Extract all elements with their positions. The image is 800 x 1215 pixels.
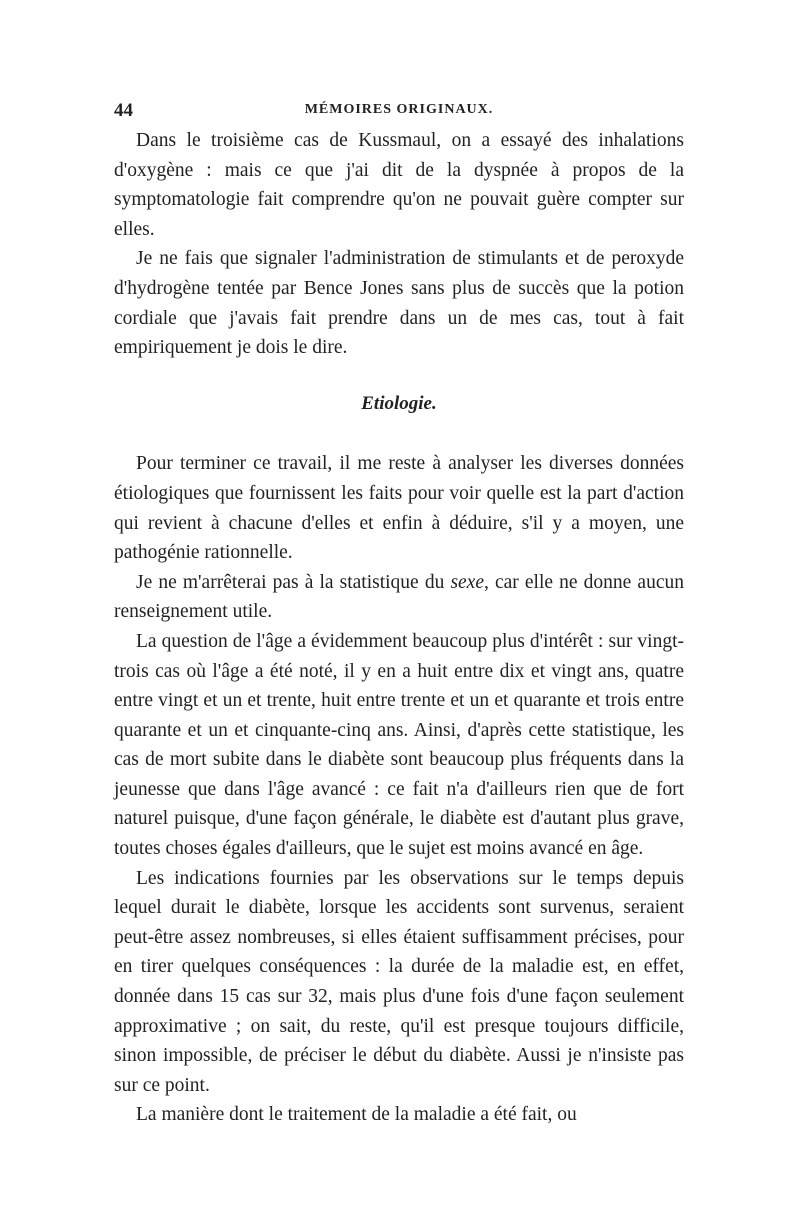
paragraph-treatment: La manière dont le traitement de la maladie a été fait, ou — [136, 1104, 577, 1126]
paragraph-etiology-intro: Pour terminer ce travail, il me reste à analyser les diverses données étiologiques que fournissent les faits pour voir quelle est la part d'action qui revient à chacune d'elles et enfin à déduire, s'il y a moyen, une pathogénie rationnelle. — [114, 453, 684, 564]
section-heading-etiologie: Etiologie. — [361, 392, 437, 414]
paragraph-duration: Les indications fournies par les observations sur le temps depuis lequel durait le diabète, lorsque les accidents sont survenus, seraient peut-être assez nombreuses, si elles étaient suffisamment précises, pour en tirer quelques conséquences : la durée de la maladie est, en effet, donnée dans 15 cas sur 32, mais plus d'une fois d'une façon seulement approximative ; on sait, du reste, qu'il est presque toujours difficile, sinon impossible, de préciser le début du diabète. Aussi je n'insiste pas sur ce point. — [114, 867, 684, 1096]
paragraph-age: La question de l'âge a évidemment beaucoup plus d'intérêt : sur vingt-trois cas où l'âge a été noté, il y en a huit entre dix et vingt ans, quatre entre vingt et un et trente, huit entre trente et un et quarante et trois entre quarante et un et cinquante-cinq ans. Ainsi, d'après cette statistique, les cas de mort subite dans le diabète sont beaucoup plus fréquents dans la jeunesse que dans l'âge avancé : ce fait n'a d'ailleurs rien que de fort naturel puisque, d'une façon générale, le diabète est d'autant plus grave, toutes choses égales d'ailleurs, que le sujet est moins avancé en âge. — [114, 630, 684, 860]
sexe-italic-word: sexe — [450, 571, 484, 593]
sexe-text-before: Je ne m'arrêterai pas à la statistique du — [136, 571, 451, 593]
running-head — [114, 100, 684, 124]
paragraph-bence-jones: Je ne fais que signaler l'administration de stimulants et de peroxyde d'hydrogène tentée par Bence Jones sans plus de succès que la potion cordiale que j'avais fait prendre dans un de mes cas, tout à fait empiriquement je dois le dire. — [114, 248, 684, 359]
paragraph-sexe — [114, 568, 684, 627]
page-number: 44 — [114, 100, 133, 121]
body-text — [114, 126, 684, 1130]
paragraph-kussmaul-oxygen: Dans le troisième cas de Kussmaul, on a essayé des inhalations d'oxygène : mais ce que j'ai dit de la dyspnée à propos de la symptomatologie fait comprendre qu'on ne pouvait guère compter sur elles. — [114, 130, 684, 240]
running-title: MÉMOIRES ORIGINAUX. — [304, 102, 494, 117]
sexe-text-after: , car elle ne donne aucun renseignement utile. — [114, 571, 684, 623]
